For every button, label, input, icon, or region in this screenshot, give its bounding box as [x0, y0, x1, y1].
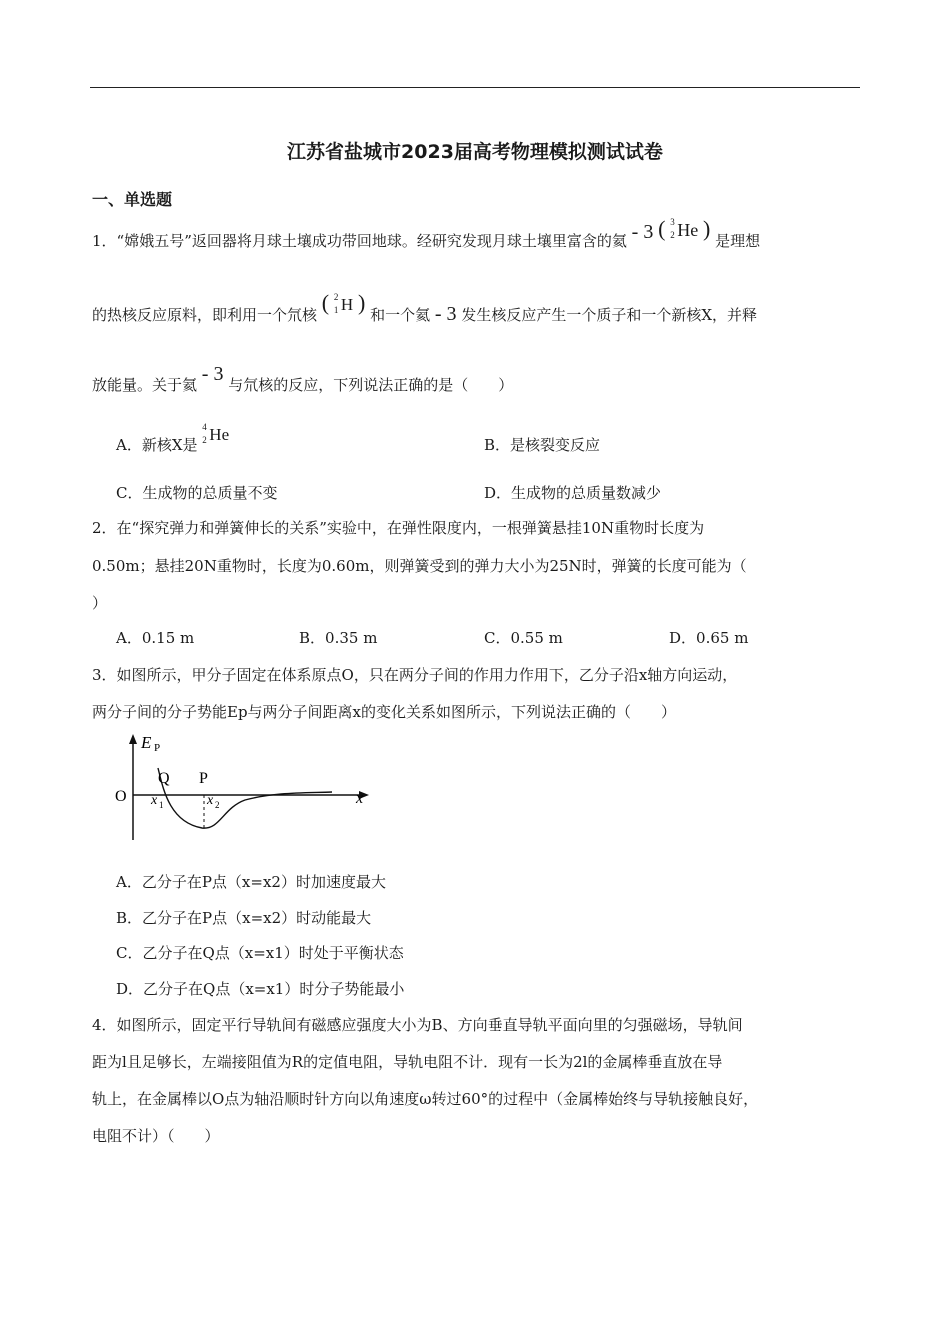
q1-he3-mass: 3	[670, 217, 675, 227]
page-title: 江苏省盐城市2023届高考物理模拟测试试卷	[287, 141, 663, 163]
q3-line-1: 3．如图所示，甲分子固定在体系原点O，只在两分子间的作用力作用下，乙分子沿x轴方向运动，	[92, 666, 738, 684]
q1-option-a-label: A．新核X是	[116, 436, 198, 454]
point-p-label: P	[199, 770, 208, 787]
q1-text-2a: 的热核反应原料，即利用一个氘核	[92, 306, 318, 324]
q1-h2-paren-open: (	[321, 290, 330, 315]
q1-text-3a: 放能量。关于氦	[92, 376, 198, 394]
q1-text-1b: 是理想	[715, 232, 761, 250]
q1-option-a-mass: 4	[202, 422, 207, 432]
q1-text-3c: 与氘核的反应，下列说法正确的是（ ）	[228, 376, 514, 394]
q1-option-b[interactable]: B．是核裂变反应	[484, 436, 601, 454]
q1-option-d[interactable]: D．生成物的总质量数减少	[484, 484, 662, 502]
q1-paren-close: )	[703, 216, 711, 241]
q3-option-a[interactable]: A．乙分子在P点（x=x2）时加速度最大	[116, 873, 386, 891]
q2-line-3: ）	[92, 594, 108, 612]
q1-h2-paren-close: )	[357, 290, 366, 315]
q1-h2-symbol: H	[340, 295, 354, 314]
q2-line-2: 0.50m；悬挂20N重物时，长度为0.60m，则弹簧受到的弹力大小为25N时，弹簧的长度可能为（	[92, 557, 747, 575]
x2-label-sub: 2	[215, 800, 220, 810]
q1-h2-z: 1	[333, 305, 339, 315]
q2-option-b[interactable]: B．0.35 m	[299, 629, 378, 647]
q1-option-a-symbol: He	[209, 425, 230, 444]
q3-potential-energy-figure	[105, 730, 375, 842]
q1-text-1a: 1．“嫦娥五号”返回器将月球土壤成功带回地球。经研究发现月球土壤里富含的氦	[92, 232, 627, 250]
q1-option-a-z: 2	[202, 435, 207, 445]
q1-option-c[interactable]: C．生成物的总质量不变	[116, 484, 278, 502]
x1-label: x	[151, 793, 158, 808]
potential-curve	[158, 768, 332, 828]
q1-he3-symbol: He	[677, 220, 699, 240]
y-axis-arrow	[129, 734, 137, 744]
x1-label-sub: 1	[159, 800, 164, 810]
q3-line-2: 两分子间的分子势能Ep与两分子间距离x的变化关系如图所示，下列说法正确的（ ）	[92, 703, 677, 721]
origin-label: O	[115, 788, 127, 805]
q1-he3-nuclide	[670, 217, 699, 241]
y-axis-label: E	[141, 733, 152, 752]
x2-label: x	[207, 793, 214, 808]
q1-he3-z: 2	[670, 230, 675, 240]
q2-option-d[interactable]: D．0.65 m	[669, 629, 749, 647]
header-rule	[90, 87, 860, 88]
q1-line-3	[92, 363, 514, 396]
q1-paren-open: (	[658, 216, 666, 241]
y-axis-label-sub: P	[154, 742, 161, 754]
q1-h2-nuclide	[333, 292, 354, 315]
q1-text-2b: 和一个氦	[370, 306, 431, 324]
q4-line-3: 轨上，在金属棒以O点为轴沿顺时针方向以角速度ω转过60°的过程中（金属棒始终与导轨接触良好，	[92, 1090, 759, 1108]
q4-line-2: 距为l且足够长，左端接阻值为R的定值电阻，导轨电阻不计．现有一长为2l的金属棒垂直放在导	[92, 1053, 723, 1071]
q3-option-d[interactable]: D．乙分子在Q点（x=x1）时分子势能最小	[116, 980, 405, 998]
q3-option-c[interactable]: C．乙分子在Q点（x=x1）时处于平衡状态	[116, 944, 404, 962]
q1-h2-mass: 2	[333, 292, 339, 302]
q1-text-2d: 发生核反应产生一个质子和一个新核X，并释	[461, 306, 758, 324]
x-axis-label: x	[356, 790, 364, 807]
q1-text-2c: - 3	[434, 303, 457, 325]
q1-line-1	[92, 216, 761, 252]
q2-option-a[interactable]: A．0.15 m	[116, 629, 195, 647]
section-heading: 一、单选题	[92, 190, 173, 209]
q4-line-1: 4．如图所示，固定平行导轨间有磁感应强度大小为B、方向垂直导轨平面向里的匀强磁场，导轨间	[92, 1016, 743, 1034]
q1-he3-dash: - 3	[631, 221, 654, 243]
q1-line-2	[92, 290, 758, 326]
q3-option-b[interactable]: B．乙分子在P点（x=x2）时动能最大	[116, 909, 372, 927]
q2-line-1: 2．在“探究弹力和弹簧伸长的关系”实验中，在弹性限度内，一根弹簧悬挂10N重物时长度为	[92, 519, 705, 537]
q4-line-4: 电阻不计）（ ）	[92, 1127, 220, 1145]
q1-text-3b: - 3	[201, 363, 224, 385]
q2-option-c[interactable]: C．0.55 m	[484, 629, 563, 647]
q1-option-a[interactable]	[116, 422, 230, 455]
q1-option-a-nuclide	[202, 422, 230, 445]
point-q-label: Q	[158, 770, 170, 787]
